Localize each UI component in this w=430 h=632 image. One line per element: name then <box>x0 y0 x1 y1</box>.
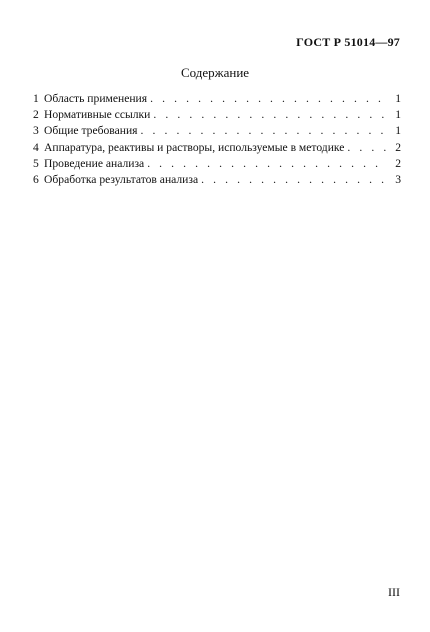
toc-entry-number: 5 <box>33 156 39 170</box>
toc-entry-title: Общие требования <box>44 124 138 138</box>
toc-leader-dots <box>153 107 387 123</box>
toc-entry-title: Аппаратура, реактивы и растворы, используемые в методике <box>44 140 345 154</box>
page-number: III <box>388 585 400 599</box>
toc-entry-number: 6 <box>33 172 39 186</box>
document-code: ГОСТ Р 51014—97 <box>296 35 400 49</box>
toc-entry-number: 4 <box>33 140 39 154</box>
toc-entry-page: 2 <box>395 140 401 154</box>
toc-entry-title: Обработка результатов анализа <box>44 172 199 186</box>
toc-entry-page: 1 <box>395 124 401 138</box>
toc-entry-number: 3 <box>33 124 39 138</box>
toc-entry <box>33 107 401 123</box>
toc-entry-title: Проведение анализа <box>44 156 145 170</box>
toc-entry-page: 1 <box>395 92 401 105</box>
toc-entry <box>33 91 401 107</box>
toc-leader-dots <box>150 91 387 107</box>
toc-leader-dots <box>201 172 387 188</box>
toc-entry-title: Нормативные ссылки <box>44 108 151 122</box>
table-of-contents <box>33 91 401 188</box>
toc-entry-number: 1 <box>33 92 39 105</box>
toc-leader-dots <box>147 156 387 172</box>
toc-entry-number: 2 <box>33 108 39 122</box>
toc-entry-page: 3 <box>395 172 401 186</box>
toc-leader-dots <box>347 140 387 156</box>
toc-entry-title: Область применения <box>44 92 148 105</box>
toc-entry <box>33 140 401 156</box>
toc-title: Содержание <box>180 65 250 80</box>
toc-entry <box>33 123 401 139</box>
toc-leader-dots <box>141 123 387 139</box>
toc-entry <box>33 172 401 188</box>
toc-entry-page: 2 <box>395 156 401 170</box>
toc-entry <box>33 156 401 172</box>
toc-entry-page: 1 <box>395 108 401 122</box>
